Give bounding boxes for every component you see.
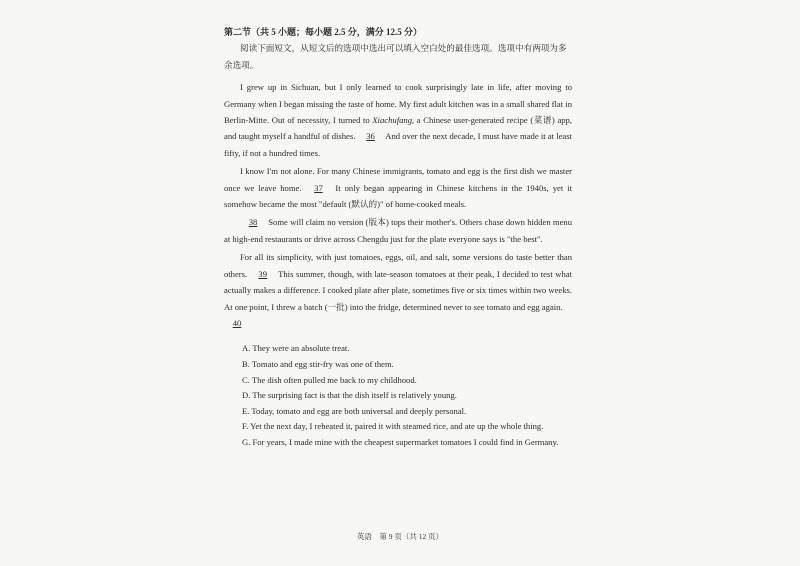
option-g: G. For years, I made mine with the cheapest supermarket tomatoes I could find in Germany.: [242, 436, 559, 447]
paragraph-text: , a Chinese user-generated recipe (菜谱) app, and taught myself a handful of dishes.: [224, 115, 572, 142]
page-footer: 英语 第 9 页（共 12 页）: [356, 532, 444, 541]
option-e: E. Today, tomato and egg are both universal and deeply personal.: [242, 405, 467, 416]
blank-39: 39: [258, 268, 268, 279]
section-heading: 第二节（共 5 小题；每小题 2.5 分，满分 12.5 分）: [224, 27, 423, 37]
answer-options: [224, 341, 572, 450]
section-instruction: 阅读下面短文，从短文后的选项中选出可以填入空白处的最佳选项。选项中有两项为多余选项。: [224, 43, 567, 70]
passage-paragraph-4: [224, 249, 572, 331]
passage-paragraph-2: [224, 163, 572, 212]
option-b: B. Tomato and egg stir-fry was one of them.: [242, 358, 394, 369]
option-f: F. Yet the next day, I reheated it, paired it with steamed rice, and ate up the whole thing.: [242, 421, 544, 432]
option-c: C. The dish often pulled me back to my childhood.: [242, 374, 417, 385]
blank-37: 37: [314, 182, 323, 193]
blank-38: 38: [248, 217, 258, 228]
paragraph-text: And over the next decade, I must have made it at least fifty, if not a hundred times.: [224, 131, 572, 158]
paragraph-text: This summer, though, with late-season tomatoes at their peak, I decided to test what actually makes a difference. I cooked plate after plate, sometimes five or six times within two weeks. At one point, I threw a batch (一批) into the fridge, determined never to see tomato and egg again.: [224, 268, 572, 312]
exam-content: [224, 24, 572, 450]
option-a: A. They were an absolute treat.: [242, 343, 350, 354]
paragraph-text: I know I'm not alone. For many Chinese immigrants, tomato and egg is the first dish we master once we leave home.: [224, 166, 572, 193]
paragraph-text: Some will claim no version (版本) tops their mother's. Others chase down hidden menu at high-end restaurants or drive across Chengdu just for the plate everyone says is "the best".: [224, 217, 572, 244]
blank-36: 36: [366, 131, 375, 142]
passage-paragraph-3: [224, 214, 572, 247]
option-d: D. The surprising fact is that the dish itself is relatively young.: [242, 390, 457, 401]
paragraph-text: I grew up in Sichuan, but I only learned to cook surprisingly late in life, after moving to Germany when I began missing the taste of home. My first adult kitchen was in a small shared flat in Berlin-Mitte. Out of necessity, I turned to: [224, 82, 572, 126]
app-name: Xiachufang: [372, 115, 412, 126]
paragraph-text: For all its simplicity, with just tomatoes, eggs, oil, and salt, some versions do taste better than others.: [224, 252, 572, 279]
passage-paragraph-1: [224, 79, 572, 161]
paragraph-text: It only began appearing in Chinese kitchens in the 1940s, yet it somehow became the most "default (默认的)" of home-cooked meals.: [224, 182, 572, 210]
blank-40: 40: [232, 317, 242, 328]
